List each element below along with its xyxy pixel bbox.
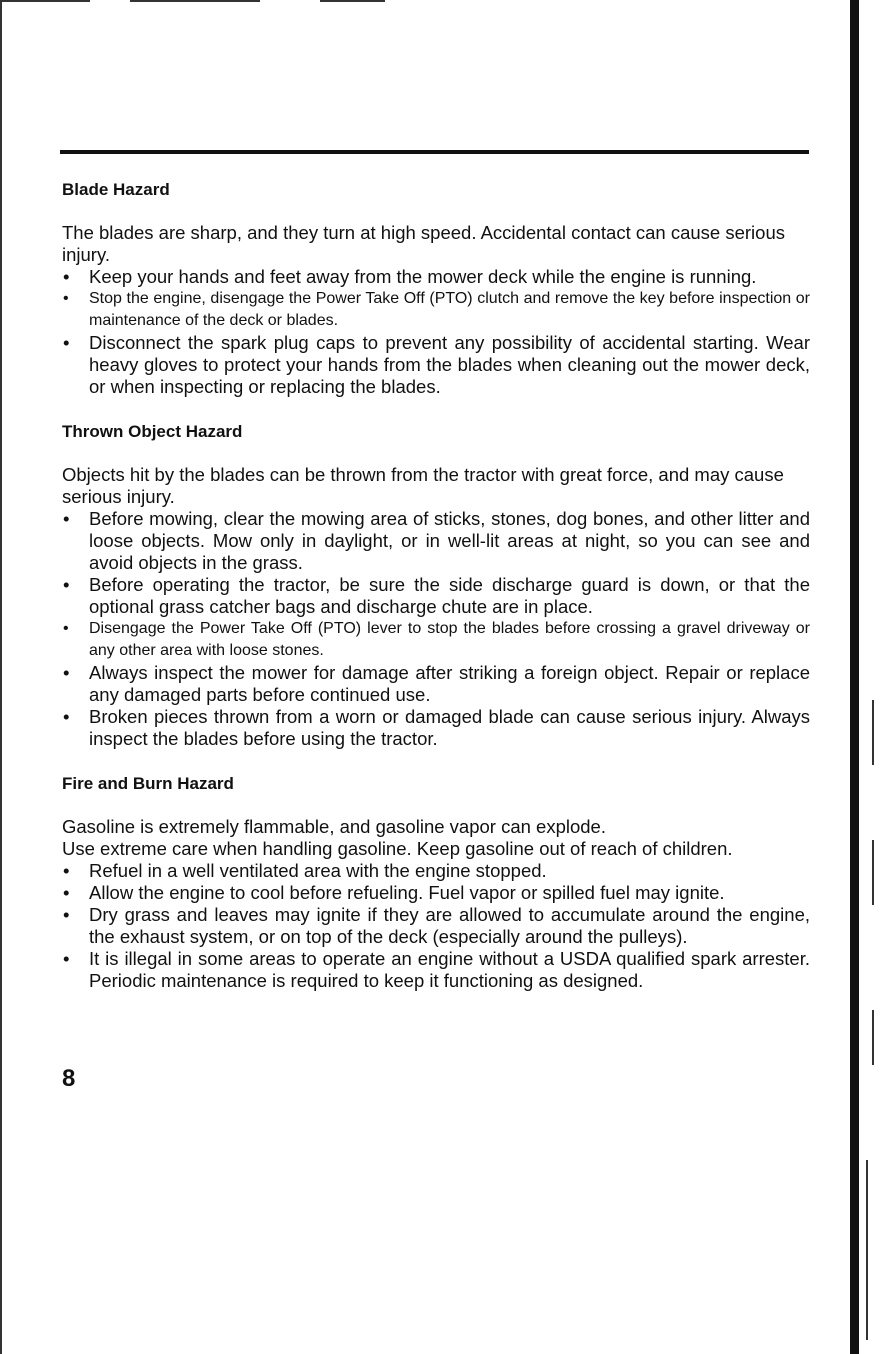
list-item — [62, 882, 810, 904]
section-blade-hazard — [62, 180, 810, 398]
top-rule — [60, 150, 809, 154]
list-item — [62, 332, 810, 398]
bullet-icon: • — [63, 290, 69, 307]
list-item-text: Stop the engine, disengage the Power Take Off (PTO) clutch and remove the key before inspection or maintenance of the deck or blades. — [89, 290, 810, 329]
list-item-text: It is illegal in some areas to operate an engine without a USDA qualified spark arrester. Periodic maintenance is required to keep it functioning as designed. — [89, 948, 810, 991]
list-item-text: Before mowing, clear the mowing area of sticks, stones, dog bones, and other litter and loose objects. Mow only in daylight, or in well-lit areas at night, so you can see and avoid objects in the grass. — [89, 508, 810, 573]
list-item — [62, 574, 810, 618]
list-item — [62, 860, 810, 882]
list-item-text: Allow the engine to cool before refueling. Fuel vapor or spilled fuel may ignite. — [89, 882, 725, 903]
bullet-icon: • — [63, 860, 70, 881]
list-item — [62, 508, 810, 574]
section-fire-burn-hazard — [62, 774, 810, 992]
bullet-icon: • — [63, 574, 70, 595]
section-heading: Fire and Burn Hazard — [62, 774, 234, 793]
section-intro: Objects hit by the blades can be thrown from the tractor with great force, and may cause serious injury. — [62, 464, 784, 507]
bullet-icon: • — [63, 620, 69, 637]
scan-edge-top — [0, 0, 90, 2]
list-item — [62, 948, 810, 992]
scan-mark — [872, 1010, 874, 1065]
section-intro: The blades are sharp, and they turn at high speed. Accidental contact can cause serious injury. — [62, 222, 785, 265]
section-intro: Gasoline is extremely flammable, and gasoline vapor can explode. — [62, 816, 606, 837]
list-item-text: Disconnect the spark plug caps to prevent any possibility of accidental starting. Wear heavy gloves to protect your hands from the blades when cleaning out the mower deck, or when inspecting or replacing the blades. — [89, 332, 810, 397]
bullet-icon: • — [63, 508, 70, 529]
list-item — [62, 288, 810, 332]
bullet-icon: • — [63, 266, 70, 287]
bullet-icon: • — [63, 706, 70, 727]
section-intro: Use extreme care when handling gasoline. Keep gasoline out of reach of children. — [62, 838, 733, 859]
list-item-text: Refuel in a well ventilated area with the engine stopped. — [89, 860, 547, 881]
list-item-text: Broken pieces thrown from a worn or damaged blade can cause serious injury. Always inspect the blades before using the tractor. — [89, 706, 810, 749]
section-thrown-object-hazard — [62, 422, 810, 750]
bullet-icon: • — [63, 882, 70, 903]
list-item-text: Keep your hands and feet away from the mower deck while the engine is running. — [89, 266, 757, 287]
bullet-list — [62, 266, 810, 398]
list-item-text: Always inspect the mower for damage after striking a foreign object. Repair or replace any damaged parts before continued use. — [89, 662, 810, 705]
bullet-icon: • — [63, 332, 70, 353]
scan-edge-left — [0, 0, 2, 1354]
scan-edge-right — [850, 0, 859, 1354]
bullet-icon: • — [63, 662, 70, 683]
section-heading: Blade Hazard — [62, 180, 170, 199]
list-item-text: Before operating the tractor, be sure the side discharge guard is down, or that the optional grass catcher bags and discharge chute are in place. — [89, 574, 810, 617]
bullet-icon: • — [63, 948, 70, 969]
page-content — [62, 180, 810, 1016]
section-heading: Thrown Object Hazard — [62, 422, 243, 441]
scan-edge-top — [130, 0, 260, 2]
bullet-icon: • — [63, 904, 70, 925]
list-item — [62, 904, 810, 948]
scan-mark — [872, 700, 874, 765]
list-item — [62, 706, 810, 750]
list-item-text: Dry grass and leaves may ignite if they are allowed to accumulate around the engine, the exhaust system, or on top of the deck (especially around the pulleys). — [89, 904, 810, 947]
scan-edge-top — [320, 0, 385, 2]
scan-mark — [866, 1160, 868, 1340]
page-number: 8 — [62, 1065, 76, 1092]
list-item — [62, 618, 810, 662]
list-item — [62, 266, 810, 288]
scan-mark — [872, 840, 874, 905]
bullet-list — [62, 508, 810, 750]
bullet-list — [62, 860, 810, 992]
list-item — [62, 662, 810, 706]
list-item-text: Disengage the Power Take Off (PTO) lever to stop the blades before crossing a gravel driveway or any other area with loose stones. — [89, 620, 810, 659]
